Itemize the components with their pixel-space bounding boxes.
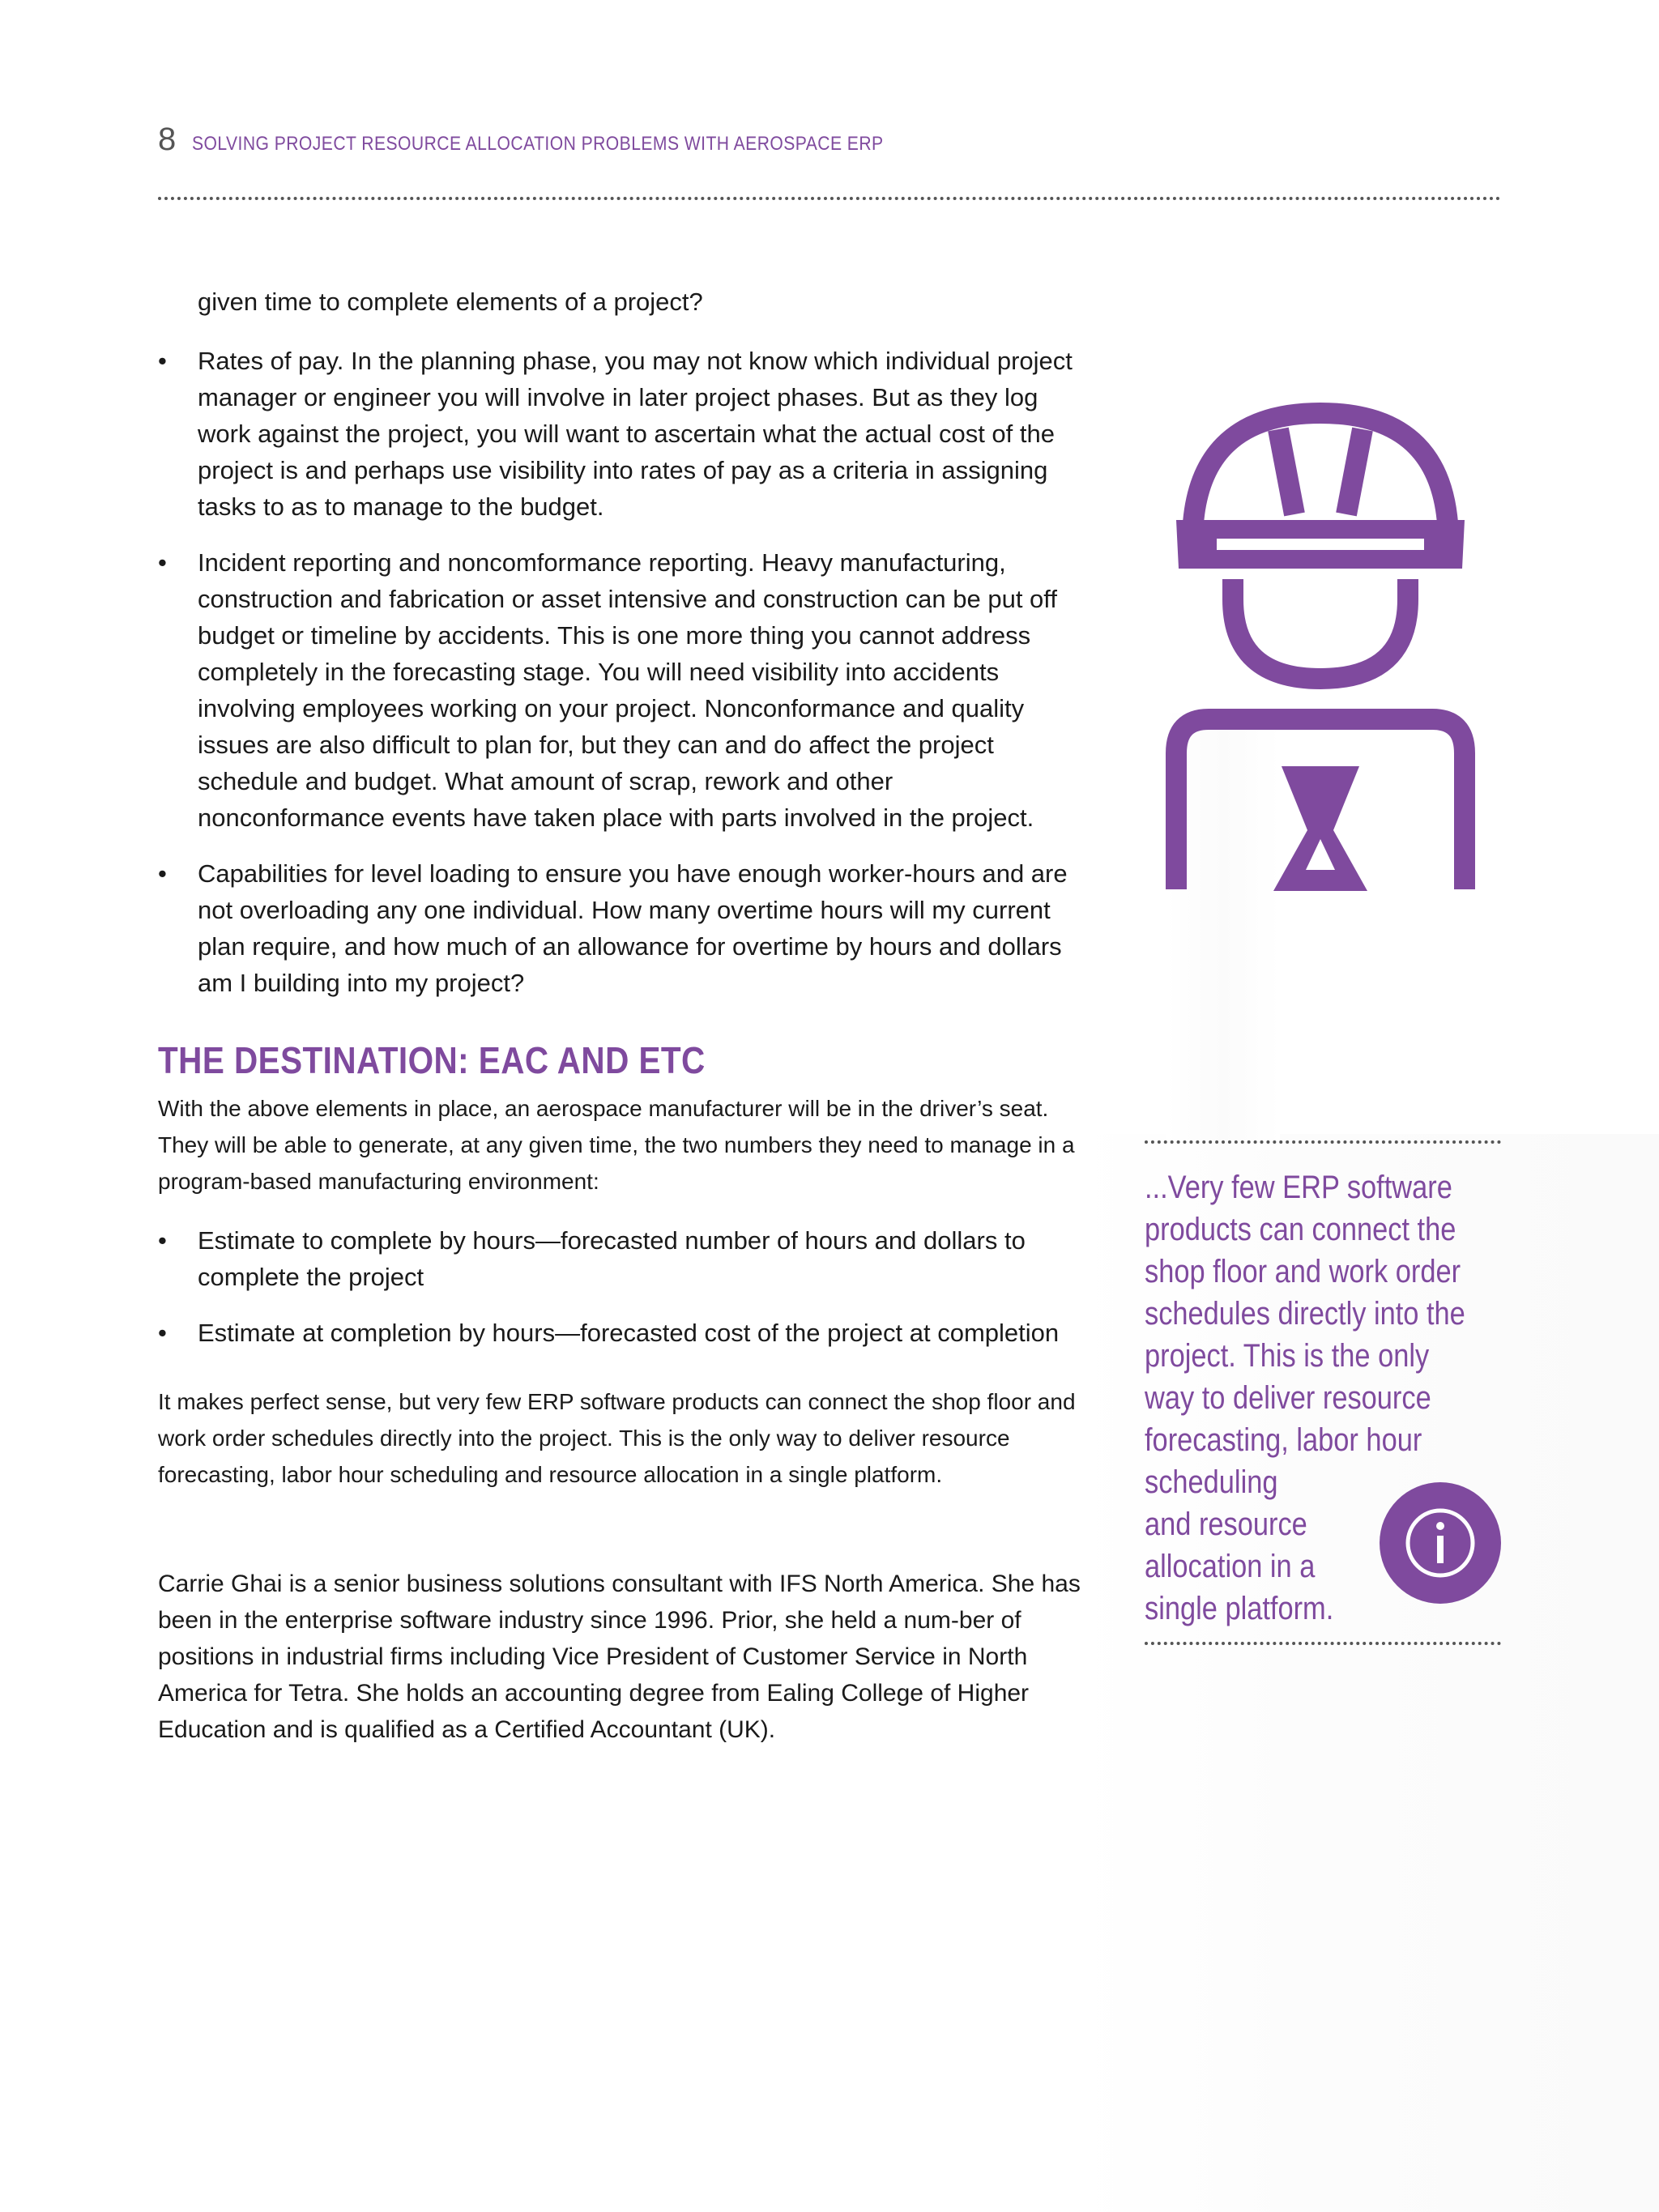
section-heading: THE DESTINATION: EAC AND ETC <box>158 1039 706 1081</box>
running-title: SOLVING PROJECT RESOURCE ALLOCATION PROBLEMS WITH AEROSPACE ERP <box>192 133 884 155</box>
requirements-list <box>158 343 1081 1001</box>
list-item: • Estimate to complete by hours—forecasted number of hours and dollars to complete the project <box>158 1222 1081 1295</box>
pull-quote-line: and resource <box>1145 1507 1307 1542</box>
continued-text: given time to complete elements of a project? <box>198 288 703 316</box>
pull-quote-line: single platform. <box>1145 1591 1334 1626</box>
closing-paragraph: It makes perfect sense, but very few ERP software products can connect the shop floor and work order schedules directly into the project. This is the only way to deliver resource forecasting, labor hour scheduling and resource allocation in a single platform. <box>158 1389 1076 1487</box>
list-item: • Rates of pay. In the planning phase, you may not know which individual project manager or engineer you will involve in later project phases. But as they log work against the project, you will want to ascertain what the actual cost of the project is and perhaps use visibility into rates of pay as a criteria in assigning tasks to as to manage to the budget. <box>158 343 1081 525</box>
construction-worker-icon <box>1158 389 1482 907</box>
pull-quote-line: project. This is the only <box>1145 1338 1430 1374</box>
pull-quote-line: shop floor and work order <box>1145 1254 1461 1289</box>
list-item: • Capabilities for level loading to ensure you have enough worker-hours and are not overloading any one individual. How many overtime hours will my current plan require, and how much of an allowance for overtime by hours and dollars am I building into my project? <box>158 855 1081 1001</box>
estimate-list <box>158 1222 1081 1351</box>
pull-quote-line: way to deliver resource <box>1145 1380 1431 1416</box>
intro-paragraph: With the above elements in place, an aerospace manufacturer will be in the driver’s seat. They will be able to generate, at any given time, the two numbers they need to manage in a program-based manufacturing environment: <box>158 1096 1075 1194</box>
pull-quote-line: allocation in a <box>1145 1549 1316 1584</box>
pull-quote-line: products can connect the <box>1145 1212 1456 1247</box>
pull-quote-line: ...Very few ERP software <box>1145 1170 1452 1205</box>
pull-quote-line: forecasting, labor hour <box>1145 1422 1422 1458</box>
pull-quote-line: scheduling <box>1145 1464 1278 1500</box>
page-number: 8 <box>158 121 177 157</box>
author-bio: Carrie Ghai is a senior business solutions consultant with IFS North America. She has been in the enterprise software industry since 1996. Prior, she held a num-ber of positions in industrial firms including Vice President of Customer Service in North America for Tetra. She holds an accounting degree from Ealing College of Higher Education and is qualified as a Certified Accountant (UK). <box>158 1571 1081 1743</box>
list-item: • Estimate at completion by hours—forecasted cost of the project at completion <box>158 1315 1081 1351</box>
page-header <box>158 121 978 158</box>
list-item: • Incident reporting and noncomformance reporting. Heavy manufacturing, construction and fabrication or asset intensive and construction can be put off budget or timeline by accidents. This is one more thing you cannot address completely in the forecasting stage. You will need visibility into accidents involving employees working on your project. Nonconformance and quality issues are also difficult to plan for, but they can and do affect the project schedule and budget. What amount of scrap, rework and other nonconformance events have taken place with parts involved in the project. <box>158 544 1081 836</box>
header-divider <box>158 197 1501 200</box>
info-icon <box>1380 1482 1501 1604</box>
main-column <box>158 283 1081 1772</box>
pull-quote-line: schedules directly into the <box>1145 1296 1465 1332</box>
quote-divider-bottom <box>1145 1642 1501 1645</box>
quote-divider-top <box>1145 1140 1501 1144</box>
